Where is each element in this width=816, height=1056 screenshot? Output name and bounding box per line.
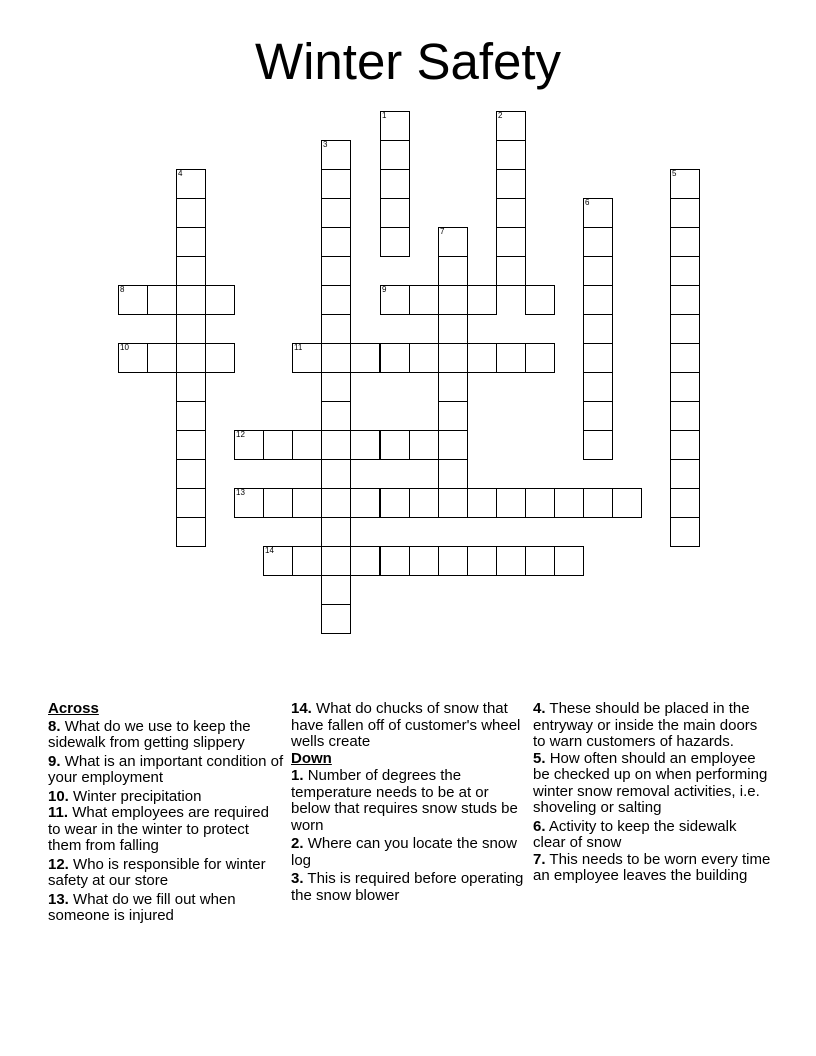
grid-cell[interactable] [380, 198, 410, 228]
grid-cell-3[interactable] [321, 140, 351, 170]
clue-number-label: 11 [294, 343, 303, 352]
grid-cell[interactable] [350, 430, 380, 460]
grid-cell-14[interactable] [263, 546, 293, 576]
grid-cell[interactable] [409, 488, 439, 518]
clue-text: What is an important condition of your employment [48, 752, 284, 786]
grid-cell[interactable] [670, 488, 700, 518]
grid-cell[interactable] [438, 256, 468, 286]
grid-cell[interactable] [147, 343, 177, 373]
clue-text: Where can you locate the snow log [291, 835, 517, 869]
grid-cell-12[interactable] [234, 430, 264, 460]
grid-cell-7[interactable] [438, 227, 468, 257]
grid-cell[interactable] [176, 430, 206, 460]
clue-text: Who is responsible for winter safety at our store [48, 855, 266, 889]
grid-cell[interactable] [350, 343, 380, 373]
grid-cell[interactable] [496, 256, 526, 286]
grid-cell[interactable] [583, 314, 613, 344]
grid-cell[interactable] [496, 546, 526, 576]
grid-cell[interactable] [205, 343, 235, 373]
grid-cell[interactable] [438, 401, 468, 431]
clue-column-2 [291, 701, 527, 906]
grid-cell[interactable] [467, 285, 497, 315]
clue-number-label: 5 [672, 169, 677, 178]
grid-cell[interactable] [321, 343, 351, 373]
grid-cell-11[interactable] [292, 343, 322, 373]
grid-cell[interactable] [583, 488, 613, 518]
grid-cell[interactable] [554, 488, 584, 518]
grid-cell[interactable] [438, 343, 468, 373]
clue-text: How often should an employee be checked up on when performing winter snow removal activities, i.e. shoveling or salting [533, 749, 768, 816]
grid-cell[interactable] [409, 430, 439, 460]
grid-cell[interactable] [292, 488, 322, 518]
grid-cell[interactable] [438, 314, 468, 344]
clue-number: 14. [291, 700, 312, 717]
grid-cell[interactable] [380, 169, 410, 199]
grid-cell[interactable] [554, 546, 584, 576]
clue-number: 6. [533, 817, 546, 835]
grid-cell-5[interactable] [670, 169, 700, 199]
down-clue-1[interactable] [291, 768, 527, 834]
clue-number-label: 10 [120, 343, 129, 352]
grid-cell[interactable] [583, 285, 613, 315]
clue-text: What employees are required to wear in the winter to protect them from falling [48, 804, 269, 854]
grid-cell[interactable] [350, 488, 380, 518]
grid-cell[interactable] [380, 546, 410, 576]
clue-number-label: 14 [265, 546, 274, 555]
grid-cell-10[interactable] [118, 343, 148, 373]
across-clue-11[interactable] [48, 805, 284, 855]
grid-cell[interactable] [583, 343, 613, 373]
grid-cell[interactable] [263, 430, 293, 460]
clue-number-label: 12 [236, 430, 245, 439]
clue-number-label: 9 [382, 285, 387, 294]
grid-cell[interactable] [670, 256, 700, 286]
clue-text: This needs to be worn every time an employee leaves the building [533, 850, 771, 884]
clue-text: Activity to keep the sidewalk clear of snow [533, 817, 737, 851]
clue-text: Winter precipitation [73, 787, 202, 805]
grid-cell[interactable] [263, 488, 293, 518]
grid-cell[interactable] [321, 517, 351, 547]
grid-cell[interactable] [438, 372, 468, 402]
clue-number: 1. [291, 767, 304, 784]
grid-cell[interactable] [321, 430, 351, 460]
down-clue-4[interactable] [533, 701, 773, 751]
grid-cell[interactable] [670, 459, 700, 489]
down-clue-3[interactable] [291, 871, 527, 904]
grid-cell[interactable] [321, 256, 351, 286]
grid-cell[interactable] [670, 343, 700, 373]
clue-number-label: 4 [178, 169, 183, 178]
grid-cell[interactable] [670, 517, 700, 547]
grid-cell-2[interactable] [496, 111, 526, 141]
grid-cell[interactable] [176, 227, 206, 257]
down-clue-2[interactable] [291, 836, 527, 869]
down-heading: Down [291, 749, 332, 767]
grid-cell[interactable] [670, 372, 700, 402]
across-clue-9[interactable] [48, 754, 284, 787]
grid-cell[interactable] [583, 401, 613, 431]
grid-cell[interactable] [292, 546, 322, 576]
across-clue-14[interactable] [291, 701, 527, 751]
clue-number: 8. [48, 717, 61, 735]
grid-cell[interactable] [205, 285, 235, 315]
clue-number: 9. [48, 752, 61, 770]
grid-cell[interactable] [321, 227, 351, 257]
grid-cell[interactable] [438, 430, 468, 460]
grid-cell[interactable] [467, 546, 497, 576]
clue-number: 12. [48, 855, 69, 873]
across-clue-12[interactable] [48, 857, 284, 890]
grid-cell-13[interactable] [234, 488, 264, 518]
grid-cell[interactable] [321, 372, 351, 402]
grid-cell[interactable] [176, 285, 206, 315]
grid-cell[interactable] [321, 488, 351, 518]
grid-cell[interactable] [496, 198, 526, 228]
grid-cell[interactable] [321, 401, 351, 431]
grid-cell[interactable] [525, 285, 555, 315]
grid-cell[interactable] [380, 343, 410, 373]
grid-cell[interactable] [176, 372, 206, 402]
grid-cell[interactable] [496, 488, 526, 518]
across-clue-10[interactable] [48, 789, 284, 806]
grid-cell[interactable] [583, 227, 613, 257]
across-clue-8[interactable] [48, 719, 284, 752]
grid-cell[interactable] [176, 517, 206, 547]
grid-cell[interactable] [321, 169, 351, 199]
grid-cell[interactable] [583, 372, 613, 402]
grid-cell[interactable] [467, 343, 497, 373]
grid-cell[interactable] [321, 314, 351, 344]
clue-column-1 [48, 701, 284, 927]
grid-cell[interactable] [496, 343, 526, 373]
grid-cell[interactable] [321, 198, 351, 228]
grid-cell[interactable] [321, 546, 351, 576]
clue-text: This is required before operating the snow blower [291, 870, 524, 904]
grid-cell[interactable] [176, 256, 206, 286]
grid-cell[interactable] [380, 488, 410, 518]
grid-cell[interactable] [321, 459, 351, 489]
clue-number-label: 3 [323, 140, 328, 149]
grid-cell-4[interactable] [176, 169, 206, 199]
clue-text: What do we fill out when someone is injured [48, 890, 236, 924]
grid-cell[interactable] [612, 488, 642, 518]
clue-number: 7. [533, 850, 546, 868]
grid-cell[interactable] [409, 546, 439, 576]
grid-cell[interactable] [380, 430, 410, 460]
grid-cell[interactable] [176, 343, 206, 373]
across-clue-13[interactable] [48, 892, 284, 925]
clue-number: 10. [48, 787, 69, 805]
grid-cell[interactable] [380, 140, 410, 170]
clue-text: What do chucks of snow that have fallen off of customer's wheel wells create [291, 700, 521, 750]
grid-cell-6[interactable] [583, 198, 613, 228]
grid-cell[interactable] [438, 459, 468, 489]
grid-cell[interactable] [496, 227, 526, 257]
clue-number: 3. [291, 870, 304, 887]
clue-number-label: 2 [498, 111, 503, 120]
grid-cell[interactable] [496, 169, 526, 199]
grid-cell[interactable] [176, 459, 206, 489]
clue-number: 4. [533, 700, 546, 717]
grid-cell[interactable] [350, 546, 380, 576]
clue-number-label: 1 [382, 111, 387, 120]
page-title: Winter Safety [254, 33, 562, 90]
grid-cell[interactable] [670, 285, 700, 315]
clue-number-label: 8 [120, 285, 125, 294]
clue-number-label: 6 [585, 198, 590, 207]
down-clue-7[interactable] [533, 852, 773, 885]
clue-text: These should be placed in the entryway or inside the main doors to warn customers of hazards. [533, 700, 758, 750]
grid-cell[interactable] [409, 285, 439, 315]
grid-cell-1[interactable] [380, 111, 410, 141]
grid-cell[interactable] [321, 575, 351, 605]
grid-cell[interactable] [496, 140, 526, 170]
grid-cell[interactable] [670, 314, 700, 344]
clue-text: Number of degrees the temperature needs to be at or below that requires snow studs be worn [291, 767, 518, 834]
grid-cell-9[interactable] [380, 285, 410, 315]
grid-cell[interactable] [176, 488, 206, 518]
grid-cell[interactable] [670, 430, 700, 460]
grid-cell[interactable] [525, 488, 555, 518]
grid-cell[interactable] [467, 488, 497, 518]
grid-cell[interactable] [176, 198, 206, 228]
grid-cell-8[interactable] [118, 285, 148, 315]
grid-cell[interactable] [321, 604, 351, 634]
grid-cell[interactable] [176, 314, 206, 344]
clue-number: 11. [48, 804, 69, 821]
grid-cell[interactable] [380, 227, 410, 257]
grid-cell[interactable] [321, 285, 351, 315]
across-heading: Across [48, 700, 99, 717]
grid-cell[interactable] [670, 401, 700, 431]
grid-cell[interactable] [583, 430, 613, 460]
clue-number: 5. [533, 749, 546, 767]
grid-cell[interactable] [525, 343, 555, 373]
grid-cell[interactable] [409, 343, 439, 373]
grid-cell[interactable] [583, 256, 613, 286]
clue-text: What do we use to keep the sidewalk from getting slippery [48, 717, 251, 751]
grid-cell[interactable] [147, 285, 177, 315]
grid-cell[interactable] [438, 285, 468, 315]
grid-cell[interactable] [438, 488, 468, 518]
grid-cell[interactable] [525, 546, 555, 576]
grid-cell[interactable] [292, 430, 322, 460]
grid-cell[interactable] [176, 401, 206, 431]
clue-column-3 [533, 701, 773, 887]
clue-number: 2. [291, 835, 304, 852]
grid-cell[interactable] [670, 198, 700, 228]
grid-cell[interactable] [438, 546, 468, 576]
grid-cell[interactable] [670, 227, 700, 257]
clue-number: 13. [48, 890, 69, 908]
clue-number-label: 13 [236, 488, 245, 497]
clue-number-label: 7 [440, 227, 445, 236]
down-clue-6[interactable] [533, 819, 773, 852]
down-clue-5[interactable] [533, 751, 773, 817]
